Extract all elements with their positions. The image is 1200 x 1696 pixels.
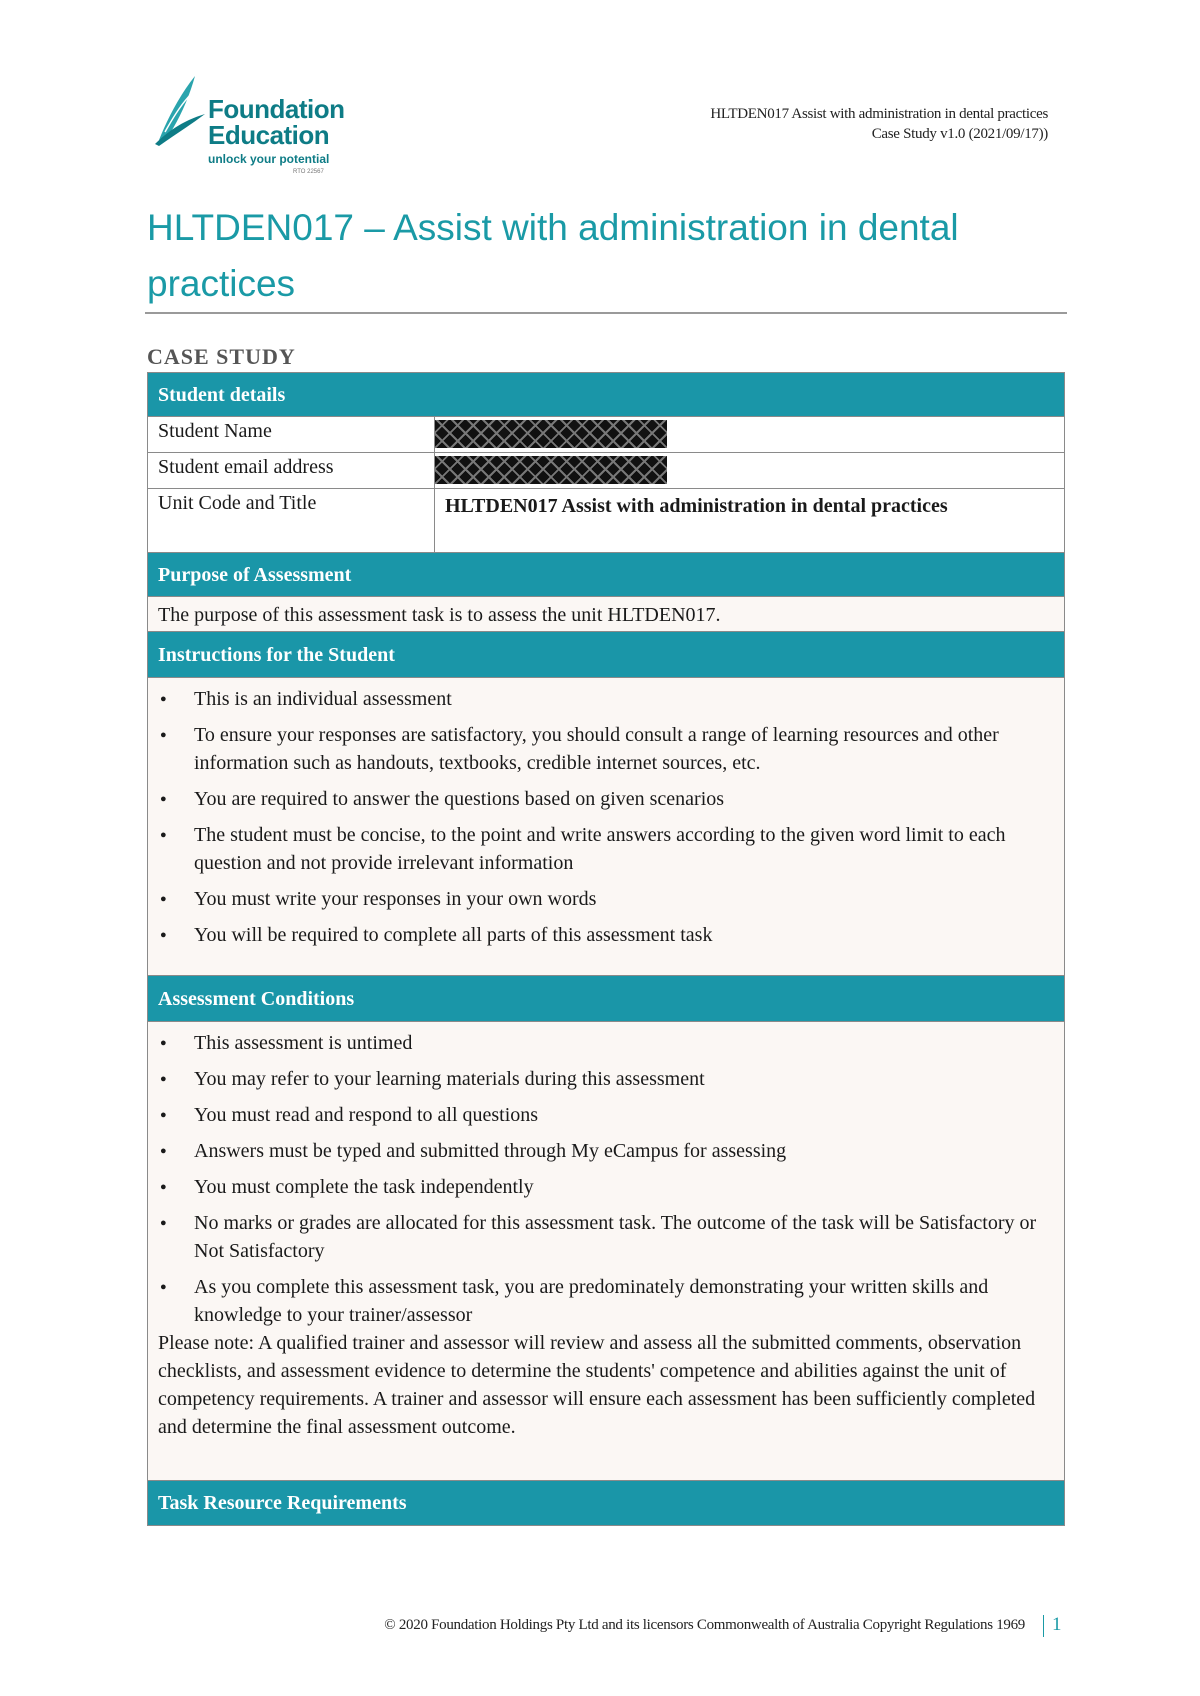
list-item: ● As you complete this assessment task, you are predominately demonstrating your written skills and knowledge to your trainer/assessor [158,1273,1054,1329]
list-item: ● Answers must be typed and submitted through My eCampus for assessing [158,1137,1054,1165]
table-row [148,489,1064,553]
list-item: ● This assessment is untimed [158,1029,1054,1057]
logo-name-line1: Foundation [208,94,345,124]
footer-separator [1043,1615,1044,1637]
table-row [148,417,1064,453]
leaf-logo-icon [153,74,209,154]
row-label-unit-code: Unit Code and Title [148,489,435,552]
conditions-list [158,1029,1054,1329]
redacted-block [435,456,667,484]
row-label-student-email: Student email address [148,453,435,488]
section-heading-instructions: Instructions for the Student [148,632,1064,678]
student-email-field[interactable] [435,453,1064,488]
conditions-body [148,1022,1064,1481]
logo-name-line2: Education [208,120,330,150]
instructions-body [148,678,1064,976]
footer-copyright: © 2020 Foundation Holdings Pty Ltd and its licensors Commonwealth of Australia Copyright Regulations 1969 [384,1617,1025,1633]
instructions-list [158,685,1054,949]
list-item: ● You must read and respond to all questions [158,1101,1054,1129]
assessment-cover-table [147,372,1065,1526]
title-divider [145,312,1067,314]
page-number: 1 [1052,1614,1062,1635]
page-title: HLTDEN017 – Assist with administration in dental practices [147,207,959,304]
row-label-student-name: Student Name [148,417,435,452]
purpose-text: The purpose of this assessment task is to assess the unit HLTDEN017. [148,597,1064,632]
list-item: ● This is an individual assessment [158,685,1054,713]
student-name-field[interactable] [435,417,1064,452]
running-header-version: Case Study v1.0 (2021/09/17)) [871,126,1048,142]
list-item: ● You will be required to complete all parts of this assessment task [158,921,1054,949]
section-heading-purpose: Purpose of Assessment [148,553,1064,597]
company-logo [153,74,373,174]
table-row [148,453,1064,489]
list-item: ● You may refer to your learning materials during this assessment [158,1065,1054,1093]
logo-rto: RTO 22567 [293,169,324,175]
assessment-note: Please note: A qualified trainer and assessor will review and assess all the submitted comments, observation checklists, and assessment evidence to determine the students' competence and abilities against the unit of competency requirements. A trainer and assessor will ensure each assessment has been sufficiently completed and determine the final assessment outcome. [158,1332,1036,1438]
case-study-label: CASE STUDY [147,344,296,369]
list-item: ● No marks or grades are allocated for this assessment task. The outcome of the task will be Satisfactory or Not Satisfactory [158,1209,1054,1265]
list-item: ● The student must be concise, to the point and write answers according to the given word limit to each question and not provide irrelevant information [158,821,1054,877]
running-header-unit: HLTDEN017 Assist with administration in dental practices [710,106,1048,122]
section-heading-resources: Task Resource Requirements [148,1481,1064,1525]
unit-code-value: HLTDEN017 Assist with administration in dental practices [445,495,948,517]
list-item: ● You are required to answer the questions based on given scenarios [158,785,1054,813]
running-header [710,104,1048,144]
section-heading-conditions: Assessment Conditions [148,976,1064,1022]
list-item: ● You must complete the task independently [158,1173,1054,1201]
section-heading-student-details: Student details [148,373,1064,417]
list-item: ● To ensure your responses are satisfactory, you should consult a range of learning resources and other information such as handouts, textbooks, credible internet sources, etc. [158,721,1054,777]
list-item: ● You must write your responses in your own words [158,885,1054,913]
redacted-block [435,420,667,448]
logo-tagline: unlock your potential [208,152,330,166]
